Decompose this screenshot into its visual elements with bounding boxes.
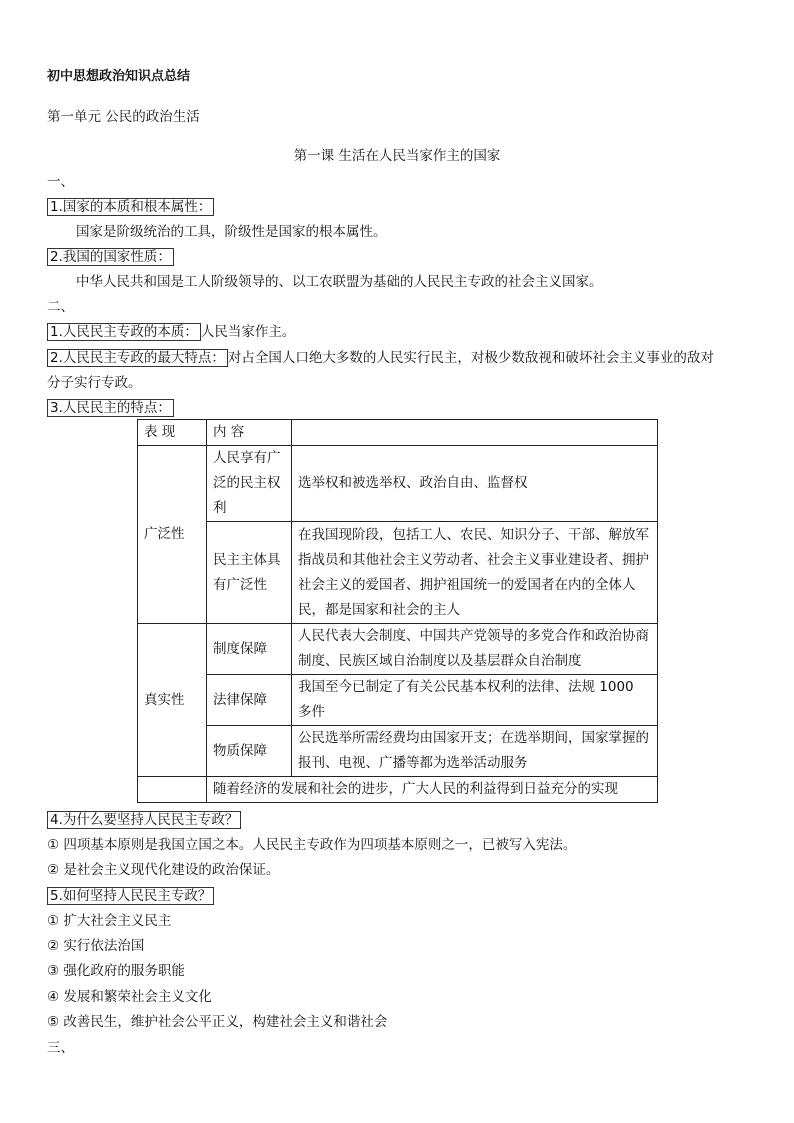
table-header-content: 内 容 [207,420,292,446]
section-3-heading: 三、 [47,1040,74,1056]
row-label: 法律保障 [207,675,292,726]
answer-2-5-item: ④ 发展和繁荣社会主义文化 [47,989,212,1005]
section-2-heading: 二、 [47,299,74,315]
answer-2-2-line2: 分子实行专政。 [47,375,142,391]
question-2-2: 2.人民民主专政的最大特点： [47,349,228,367]
question-2-5: 5.如何坚持人民民主专政？ [47,887,214,905]
row-label: 人民享有广泛的民主权利 [207,446,292,522]
table-header-blank [292,420,658,446]
row-text: 在我国现阶段，包括工人、农民、知识分子、干部、解放军指战员和其他社会主义劳动者、社会主义事业建设者、拥护社会主义的爱国者、拥护祖国统一的爱国者在内的全体人民，都是国家和社会的主人 [292,522,658,624]
question-1-1: 1.国家的本质和根本属性： [47,198,214,216]
row-text: 人民代表大会制度、中国共产党领导的多党合作和政治协商制度、民族区域自治制度以及基层群众自治制度 [292,624,658,675]
answer-2-4-item: ② 是社会主义现代化建设的政治保证。 [47,862,280,878]
democracy-features-table [137,419,658,803]
row-label: 制度保障 [207,624,292,675]
answer-2-2-line1: 对占全国人口绝大多数的人民实行民主，对极少数敌视和破坏社会主义事业的敌对 [227,350,714,366]
row-label: 物质保障 [207,726,292,777]
unit-heading: 第一单元 公民的政治生活 [47,109,200,125]
row-text: 公民选举所需经费均由国家开支；在选举期间，国家掌握的报刊、电视、广播等都为选举活动服务 [292,726,658,777]
answer-2-4-item: ① 四项基本原则是我国立国之本。人民民主专政作为四项基本原则之一，已被写入宪法。 [47,837,577,853]
question-2-4: 4.为什么要坚持人民民主专政？ [47,811,241,829]
answer-1-2: 中华人民共和国是工人阶级领导的、以工农联盟为基础的人民民主专政的社会主义国家。 [76,274,603,290]
group-breadth: 广泛性 [138,446,207,624]
answer-2-5-item: ② 实行依法治国 [47,938,145,954]
answer-2-5-item: ③ 强化政府的服务职能 [47,963,185,979]
question-2-1: 1.人民民主专政的本质： [47,323,201,341]
lesson-heading: 第一课 生活在人民当家作主的国家 [293,148,501,164]
group-authenticity-cont [138,777,207,803]
row-text-full: 随着经济的发展和社会的进步，广大人民的利益得到日益充分的实现 [207,777,658,803]
row-text: 我国至今已制定了有关公民基本权利的法律、法规 1000 多件 [292,675,658,726]
question-2-3: 3.人民民主的特点： [47,399,174,417]
answer-2-5-item: ① 扩大社会主义民主 [47,913,172,929]
document-title: 初中思想政治知识点总结 [47,69,191,84]
answer-2-5-item: ⑤ 改善民生，维护社会公平正义，构建社会主义和谐社会 [47,1014,388,1030]
answer-1-1: 国家是阶级统治的工具，阶级性是国家的根本属性。 [76,224,387,240]
group-authenticity: 真实性 [138,624,207,777]
section-1-heading: 一、 [47,174,74,190]
answer-2-1: 人民当家作主。 [200,324,296,340]
question-1-2: 2.我国的国家性质： [47,248,174,266]
row-label: 民主主体具有广泛性 [207,522,292,624]
table-header-manifestation: 表 现 [138,420,207,446]
row-text: 选举权和被选举权、政治自由、监督权 [292,446,658,522]
